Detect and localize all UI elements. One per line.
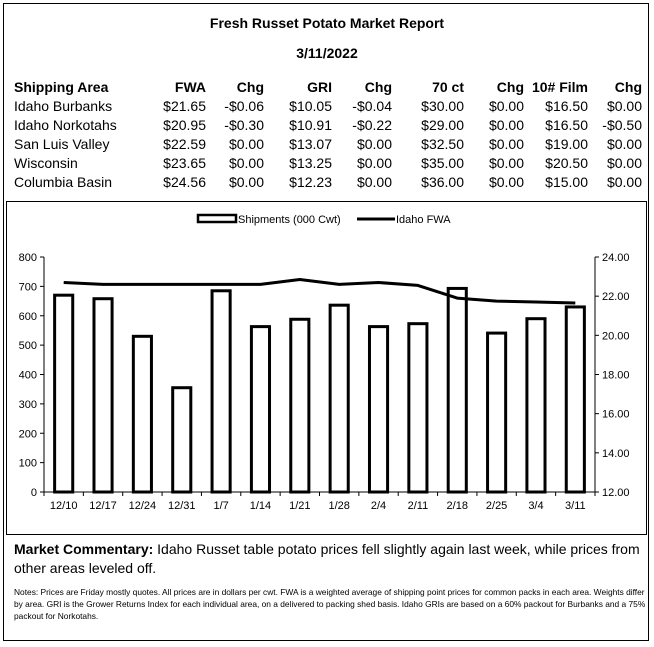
price-cell: -$0.50: [602, 117, 642, 133]
y-right-tick-label: 20.00: [602, 330, 630, 343]
table-row: [14, 116, 642, 135]
price-cell: $21.65: [163, 98, 206, 114]
shipment-bar: [488, 333, 506, 492]
column-header: 10# Film: [531, 79, 588, 95]
shipment-bar: [566, 307, 584, 492]
x-tick-label: 12/24: [128, 500, 157, 512]
x-tick-label: 3/11: [565, 500, 586, 512]
shipment-bar: [369, 327, 387, 492]
price-cell: $10.05: [289, 98, 332, 114]
x-tick-label: 1/21: [289, 500, 311, 512]
chart-container: [6, 201, 647, 535]
y-right-tick-label: 16.00: [602, 408, 630, 421]
price-cell: $20.95: [163, 117, 206, 133]
y-right-tick-label: 12.00: [602, 487, 630, 499]
price-cell: $29.00: [421, 117, 464, 133]
price-cell: $23.65: [163, 155, 206, 171]
notes-text: Notes: Prices are Friday mostly quotes. All prices are in dollars per cwt. FWA is a weighted average of shipping point prices for common packs in each area. Weights differ by area. GRI is the Grower Returns Index for each individual area, on a delivered to packing shed basis. Idaho GRIs are based on a 60% packout for Burbanks and a 75% packout for Norkotahs.: [14, 587, 646, 621]
price-cell: $13.07: [289, 136, 332, 152]
price-table: [14, 78, 642, 192]
price-cell: $22.59: [163, 136, 206, 152]
column-header: FWA: [174, 79, 206, 95]
shipments-fwa-chart: [7, 202, 646, 534]
price-cell: $0.00: [606, 136, 642, 152]
x-tick-label: 12/17: [89, 500, 117, 512]
price-cell: $0.00: [488, 136, 524, 152]
y-left-tick-label: 100: [18, 457, 37, 470]
price-cell: $0.00: [488, 117, 524, 133]
price-cell: -$0.22: [352, 117, 392, 133]
shipment-bar: [251, 327, 269, 492]
y-left-tick-label: 0: [30, 487, 37, 499]
report-title: Fresh Russet Potato Market Report: [209, 15, 445, 31]
shipping-area-cell: Idaho Burbanks: [14, 98, 113, 114]
shipment-bar: [330, 305, 348, 492]
table-row: [14, 154, 642, 173]
price-cell: $32.50: [421, 136, 464, 152]
y-right-tick-label: 18.00: [602, 369, 630, 382]
x-tick-label: 1/28: [328, 500, 350, 512]
shipment-bar: [291, 319, 309, 492]
price-cell: $19.00: [545, 136, 588, 152]
price-cell: $0.00: [606, 98, 642, 114]
commentary-text: Idaho Russet table potato prices fell slightly again last week, while prices from other areas leveled off.: [14, 541, 640, 576]
x-tick-label: 1/7: [213, 500, 229, 512]
table-header-row: [14, 78, 642, 97]
column-header: Chg: [496, 79, 524, 95]
shipping-area-cell: San Luis Valley: [14, 136, 110, 152]
x-tick-label: 3/4: [528, 500, 544, 512]
shipment-bar: [55, 295, 73, 492]
x-tick-label: 2/11: [407, 500, 429, 512]
x-tick-label: 12/10: [49, 500, 78, 512]
column-header: GRI: [307, 79, 332, 95]
x-tick-label: 2/18: [446, 500, 468, 512]
price-cell: -$0.04: [352, 98, 392, 114]
x-tick-label: 1/14: [249, 500, 272, 512]
market-commentary: [14, 540, 644, 578]
commentary-label: Market Commentary:: [14, 541, 154, 557]
price-cell: $0.00: [606, 155, 642, 171]
shipment-bar: [527, 319, 545, 492]
x-tick-label: 12/31: [167, 500, 196, 512]
x-tick-label: 2/25: [485, 500, 508, 512]
price-cell: $0.00: [228, 174, 264, 190]
price-cell: $13.25: [289, 155, 332, 171]
column-header: Chg: [364, 79, 392, 95]
legend-swatch-shipments: [198, 215, 236, 222]
y-left-tick-label: 500: [18, 340, 37, 353]
y-left-tick-label: 200: [18, 428, 37, 441]
report-date: 3/11/2022: [296, 45, 358, 61]
x-tick-label: 2/4: [370, 500, 387, 512]
shipment-bar: [133, 336, 151, 492]
y-left-tick-label: 300: [18, 398, 37, 411]
shipment-bar: [173, 388, 191, 492]
price-cell: $0.00: [228, 136, 264, 152]
table-row: [14, 135, 642, 154]
y-left-tick-label: 400: [18, 369, 37, 382]
legend-label-idaho-fwa: Idaho FWA: [396, 214, 451, 226]
legend-label-shipments: Shipments (000 Cwt): [238, 214, 341, 226]
price-cell: $0.00: [488, 174, 524, 190]
price-cell: $16.50: [545, 98, 588, 114]
y-left-tick-label: 700: [18, 281, 37, 294]
y-left-tick-label: 600: [18, 310, 37, 323]
price-cell: -$0.30: [224, 117, 264, 133]
column-header: Shipping Area: [14, 79, 109, 95]
y-right-tick-label: 14.00: [602, 447, 630, 460]
table-row: [14, 97, 642, 116]
shipping-area-cell: Columbia Basin: [14, 174, 113, 190]
table-row: [14, 173, 642, 192]
price-cell: $0.00: [356, 136, 392, 152]
shipping-area-cell: Idaho Norkotahs: [14, 117, 117, 133]
column-header: Chg: [614, 79, 642, 95]
shipment-bar: [212, 291, 230, 492]
price-cell: $0.00: [488, 98, 524, 114]
price-cell: $12.23: [289, 174, 332, 190]
price-cell: $0.00: [356, 174, 392, 190]
price-cell: $16.50: [545, 117, 588, 133]
price-cell: $15.00: [545, 174, 588, 190]
shipping-area-cell: Wisconsin: [14, 155, 78, 171]
idaho-fwa-line: [64, 280, 576, 304]
shipment-bar: [448, 288, 466, 492]
shipment-bar: [94, 299, 112, 492]
column-header: 70 ct: [432, 79, 464, 95]
column-header: Chg: [236, 79, 264, 95]
chart-legend: [198, 214, 451, 226]
y-right-tick-label: 22.00: [602, 291, 630, 304]
shipment-bar: [409, 324, 427, 492]
y-right-tick-label: 24.00: [602, 252, 630, 264]
price-cell: $0.00: [356, 155, 392, 171]
price-cell: -$0.06: [224, 98, 264, 114]
price-cell: $10.91: [289, 117, 332, 133]
price-cell: $24.56: [163, 174, 206, 190]
price-cell: $0.00: [606, 174, 642, 190]
y-left-tick-label: 800: [18, 252, 37, 264]
price-cell: $0.00: [228, 155, 264, 171]
price-cell: $36.00: [421, 174, 464, 190]
price-cell: $20.50: [545, 155, 588, 171]
price-cell: $35.00: [421, 155, 464, 171]
price-cell: $0.00: [488, 155, 524, 171]
price-cell: $30.00: [421, 98, 464, 114]
